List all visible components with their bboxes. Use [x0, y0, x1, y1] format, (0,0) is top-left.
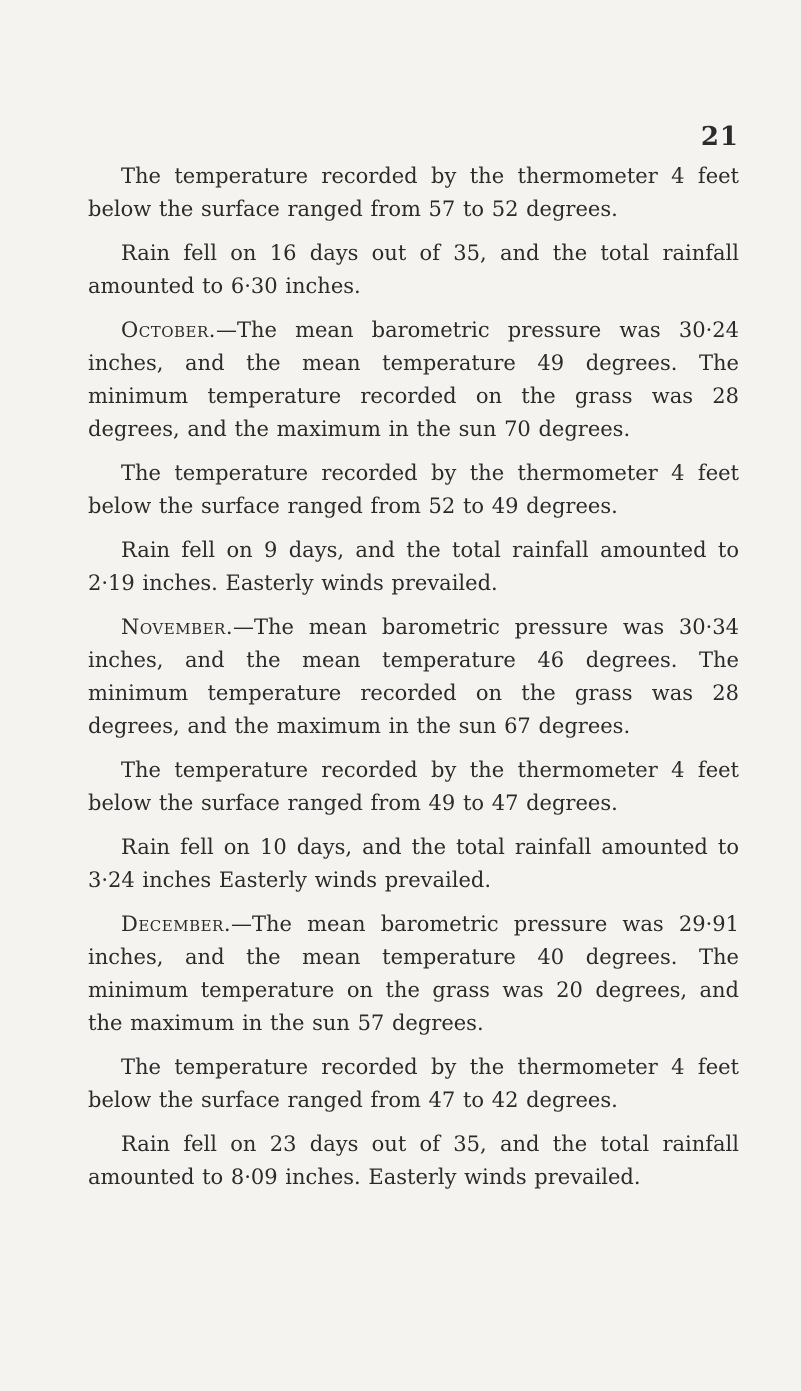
- page-number: 21: [700, 122, 739, 152]
- paragraph-november-pressure-text: —The mean barometric pressure was 30·34 inches, and the mean temperature 46 degrees. The minimum temperature recorded on the grass was 28 degrees, and the maximum in the sun 67 degrees.: [88, 615, 739, 738]
- paragraph-november-pressure: [88, 611, 739, 743]
- paragraph-december-pressure-text: —The mean barometric pressure was 29·91 inches, and the mean temperature 40 degrees. The minimum temperature on the grass was 20 degrees, and the maximum in the sun 57 degrees.: [88, 912, 739, 1035]
- paragraph-november-soil-temperature: The temperature recorded by the thermometer 4 feet below the surface ranged from 49 to 47 degrees.: [88, 758, 739, 815]
- month-heading-december: December.: [121, 912, 232, 936]
- paragraph-october-soil-temperature: The temperature recorded by the thermometer 4 feet below the surface ranged from 52 to 49 degrees.: [88, 461, 739, 518]
- paragraph-september-soil-temperature: The temperature recorded by the thermometer 4 feet below the surface ranged from 57 to 52 degrees.: [88, 164, 739, 221]
- paragraph-october-rain: Rain fell on 9 days, and the total rainfall amounted to 2·19 inches. Easterly winds prevailed.: [88, 538, 739, 595]
- paragraph-december-pressure: [88, 908, 739, 1040]
- month-heading-october: October.: [121, 318, 216, 342]
- month-heading-november: November.: [121, 615, 233, 639]
- body-text: [88, 160, 739, 1205]
- paragraph-october-pressure-text: —The mean barometric pressure was 30·24 inches, and the mean temperature 49 degrees. The minimum temperature recorded on the grass was 28 degrees, and the maximum in the sun 70 degrees.: [88, 318, 739, 441]
- paragraph-november-rain: Rain fell on 10 days, and the total rainfall amounted to 3·24 inches Easterly winds prevailed.: [88, 835, 739, 892]
- paragraph-december-rain: Rain fell on 23 days out of 35, and the total rainfall amounted to 8·09 inches. Easterly winds prevailed.: [88, 1132, 739, 1189]
- paragraph-october-pressure: [88, 314, 739, 446]
- paragraph-december-soil-temperature: The temperature recorded by the thermometer 4 feet below the surface ranged from 47 to 42 degrees.: [88, 1055, 739, 1112]
- paragraph-september-rain: Rain fell on 16 days out of 35, and the total rainfall amounted to 6·30 inches.: [88, 241, 739, 298]
